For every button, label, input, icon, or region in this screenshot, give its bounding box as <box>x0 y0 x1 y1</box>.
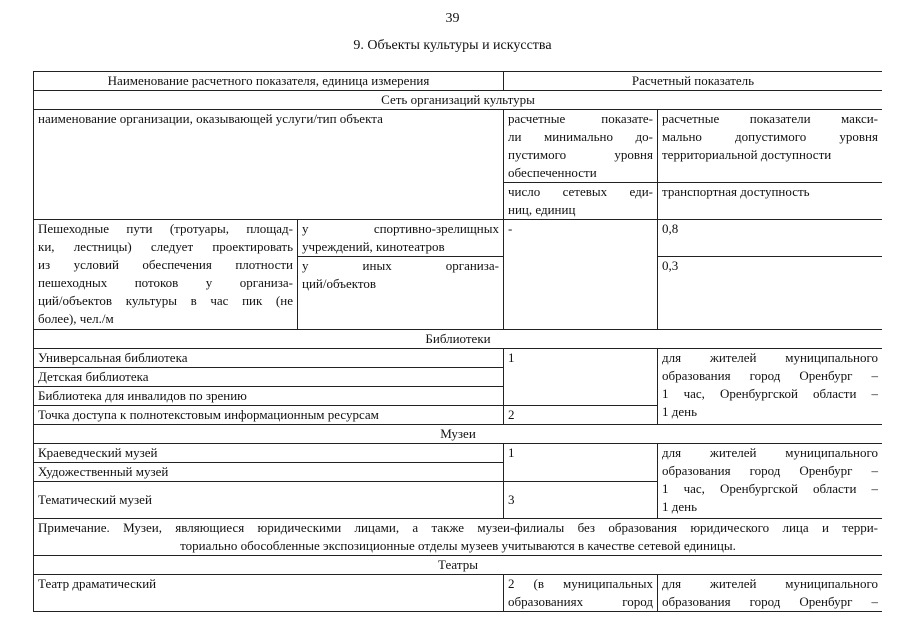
max-level-header: расчетные показатели макси- мально допустимого уровня территориальной доступности <box>658 110 883 183</box>
museums-count-2: 3 <box>504 482 658 519</box>
library-visually-impaired: Библиотека для инвалидов по зрению <box>34 387 504 406</box>
pedestrian-value-2: 0,3 <box>658 257 883 330</box>
pedestrian-value-1: 0,8 <box>658 220 883 257</box>
pedestrian-row-1 <box>34 220 883 257</box>
library-access-point: Точка доступа к полнотекстовым информационным ресурсам <box>34 406 504 425</box>
min-level-header: расчетные показате- ли минимально до- пустимого уровня обеспеченности <box>504 110 658 183</box>
libraries-count-2: 2 <box>504 406 658 425</box>
subheader-row-1 <box>34 110 883 183</box>
header-row <box>34 72 883 91</box>
museum-thematic: Тематический музей <box>34 482 504 519</box>
note-row <box>34 519 883 556</box>
section-title: 9. Объекты культуры и искусства <box>353 38 552 53</box>
transport-header: транспортная доступность <box>658 183 883 220</box>
pedestrian-sub-sports: у спортивно-зрелищных учреждений, кинотеатров <box>298 220 504 257</box>
header-value: Расчетный показатель <box>504 72 883 91</box>
museum-local-history: Краеведческий музей <box>34 444 504 463</box>
org-name-label: наименование организации, оказывающей услуги/тип объекта <box>34 110 504 220</box>
culture-objects-table <box>33 71 882 612</box>
pedestrian-min: - <box>504 220 658 330</box>
libraries-title-row <box>34 330 883 349</box>
theaters-title: Театры <box>34 556 883 575</box>
libraries-count-1: 1 <box>504 349 658 406</box>
library-universal: Универсальная библиотека <box>34 349 504 368</box>
museums-note: Примечание. Музеи, являющиеся юридическими лицами, а также музеи-филиалы без образования юридического лица и терри- ториально обособленные экспозиционные отделы музеев учитываются в качестве сетевой единицы. <box>34 519 883 556</box>
museums-title: Музеи <box>34 425 883 444</box>
libraries-title: Библиотеки <box>34 330 883 349</box>
theaters-access: для жителей муниципального образования город Оренбург – <box>658 575 883 612</box>
theaters-count: 2 (в муниципальных образованиях город <box>504 575 658 612</box>
theater-drama: Театр драматический <box>34 575 504 612</box>
culture-table-frame <box>33 71 882 640</box>
museums-count-1: 1 <box>504 444 658 482</box>
museum-art: Художественный музей <box>34 463 504 482</box>
library-children: Детская библиотека <box>34 368 504 387</box>
library-row <box>34 349 883 368</box>
pedestrian-text: Пешеходные пути (тротуары, площад- ки, лестницы) следует проектировать из условий обеспечения плотности пешеходных потоков у организа- ций/объектов культуры в час пик (не более), чел./м <box>34 220 298 330</box>
network-section-title: Сеть организаций культуры <box>34 91 883 110</box>
network-count-header: число сетевых еди- ниц, единиц <box>504 183 658 220</box>
network-section-row <box>34 91 883 110</box>
theater-row <box>34 575 883 612</box>
libraries-access: для жителей муниципального образования город Оренбург – 1 час, Оренбургской области – 1 день <box>658 349 883 425</box>
theaters-title-row <box>34 556 883 575</box>
museums-title-row <box>34 425 883 444</box>
pedestrian-sub-other: у иных организа- ций/объектов <box>298 257 504 330</box>
museums-access: для жителей муниципального образования город Оренбург – 1 час, Оренбургской области – 1 день <box>658 444 883 519</box>
page-number: 39 <box>445 11 460 26</box>
museum-row <box>34 444 883 463</box>
header-indicator: Наименование расчетного показателя, единица измерения <box>34 72 504 91</box>
